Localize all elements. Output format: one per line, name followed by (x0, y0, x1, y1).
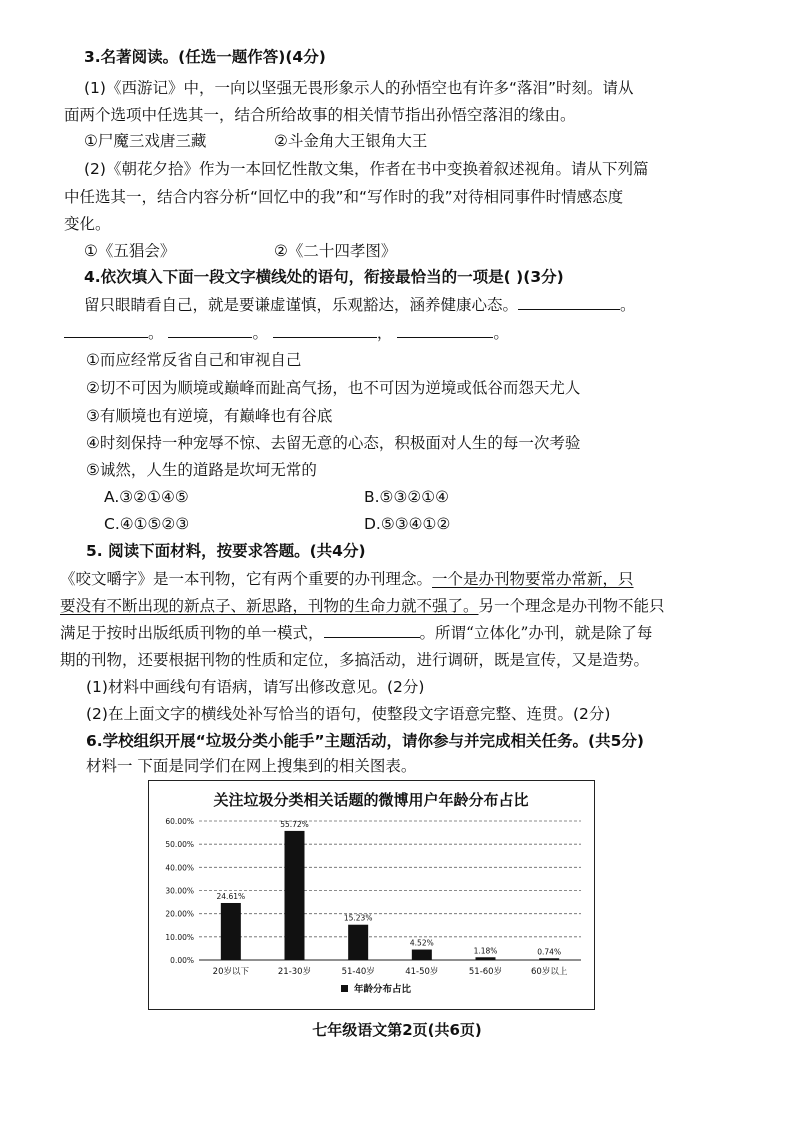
x-tick-label: 51-40岁 (341, 967, 375, 977)
q4-sentence-4: ④时刻保持一种宠辱不惊、去留无意的心态，积极面对人生的每一次考验 (86, 434, 581, 452)
q4-sentence-2: ②切不可因为顺境或巅峰而趾高气扬，也不可因为逆境或低谷而怨天尤人 (86, 379, 581, 397)
y-tick-label: 0.00% (170, 956, 194, 965)
age-distribution-chart (148, 780, 595, 1010)
data-label: 1.18% (473, 946, 498, 956)
q5-material-line4: 期的刊物，还要根据刊物的性质和定位，多搞活动，进行调研，既是宣传，又是造势。 (60, 651, 650, 669)
x-tick-label: 20岁以下 (212, 967, 249, 977)
y-tick-label: 60.00% (165, 817, 194, 826)
q3-part1-option1: ①尸魔三戏唐三藏 (84, 132, 207, 150)
answer-blank[interactable] (273, 323, 377, 338)
q5-underlined-sentence: 一个是办刊物要常办常新，只 (432, 570, 634, 588)
legend-swatch (341, 985, 348, 992)
bar (539, 958, 559, 960)
data-label: 24.61% (216, 891, 246, 901)
bar (285, 831, 305, 960)
x-tick-label: 21-30岁 (277, 967, 312, 977)
q5-material-text: 另一个理念是办刊物不能只 (478, 597, 665, 615)
q5-underlined-sentence: 要没有不断出现的新点子、新思路，刊物的生命力就不强了。 (60, 597, 479, 615)
bar (221, 903, 241, 960)
q5-material-text: 满足于按时出版纸质刊物的单一模式， (60, 624, 324, 642)
x-tick-label: 41-50岁 (405, 967, 439, 977)
y-tick-label: 30.00% (165, 886, 194, 896)
data-label: 15.23% (343, 913, 373, 923)
q4-blanks-line: 。 。 ， 。 (64, 322, 509, 344)
q3-part1-line2: 面两个选项中任选其一，结合所给故事的相关情节指出孙悟空落泪的缘由。 (64, 106, 576, 124)
bar (348, 925, 368, 960)
chart-title: 关注垃圾分类相关话题的微博用户年龄分布占比 (213, 791, 529, 809)
answer-blank[interactable] (518, 295, 620, 310)
answer-blank[interactable] (168, 323, 252, 338)
q6-material-intro: 材料一 下面是同学们在网上搜集到的相关图表。 (86, 757, 417, 775)
y-tick-label: 50.00% (165, 840, 194, 850)
q4-stem: 留只眼睛看自己，就是要谦虚谨慎，乐观豁达，涵养健康心态。 (84, 296, 519, 314)
q4-sentence-3: ③有顺境也有逆境，有巅峰也有谷底 (86, 407, 333, 425)
q4-sentence-1: ①而应经常反省自己和审视自己 (86, 351, 302, 369)
answer-blank[interactable] (64, 323, 148, 338)
page-footer: 七年级语文第2页(共6页) (312, 1021, 482, 1039)
q3-part1-option2: ②斗金角大王银角大王 (274, 132, 428, 150)
q3-part2-option1: ①《五猖会》 (84, 242, 176, 260)
answer-blank[interactable] (324, 623, 420, 638)
q4-stem-end: 。 (620, 296, 636, 314)
legend-label: 年龄分布占比 (354, 984, 412, 995)
q3-part1-line1: (1)《西游记》中，一向以坚强无畏形象示人的孙悟空也有许多“落泪”时刻。请从 (84, 79, 634, 97)
bar (476, 957, 496, 960)
q6-header: 6.学校组织开展“垃圾分类小能手”主题活动，请你参与并完成相关任务。(共5分) (86, 732, 645, 750)
q4-option-a: A.③②①④⑤ (104, 488, 189, 506)
q3-part2-line1: (2)《朝花夕拾》作为一本回忆性散文集，作者在书中变换着叙述视角。请从下列篇 (84, 160, 649, 178)
q3-part2-line2: 中任选其一，结合内容分析“回忆中的我”和“写作时的我”对待相同事件时情感态度 (64, 188, 624, 206)
q5-material-line1 (60, 568, 634, 590)
chart-svg (149, 781, 594, 1009)
answer-blank[interactable] (397, 323, 493, 338)
x-tick-label: 60岁以上 (531, 967, 568, 977)
q3-part2-line3: 变化。 (64, 215, 111, 233)
q5-material-text: 《咬文嚼字》是一本刊物，它有两个重要的办刊理念。 (60, 570, 433, 588)
q5-material-line3 (60, 622, 652, 644)
q4-header: 4.依次填入下面一段文字横线处的语句，衔接最恰当的一项是( )(3分) (84, 268, 564, 286)
q3-header: 3.名著阅读。(任选一题作答)(4分) (84, 48, 326, 66)
q5-material-line2 (60, 595, 665, 617)
data-label: 0.74% (537, 947, 562, 957)
x-tick-label: 51-60岁 (468, 967, 503, 977)
q4-option-d: D.⑤③④①② (364, 515, 451, 533)
q4-option-b: B.⑤③②①④ (364, 488, 450, 506)
data-label: 55.72% (280, 819, 309, 829)
q4-sentence-5: ⑤诚然，人生的道路是坎坷无常的 (86, 461, 317, 479)
data-label: 4.52% (409, 938, 434, 948)
y-tick-label: 10.00% (165, 932, 194, 942)
q5-material-text: 。所谓“立体化”办刊，就是除了每 (419, 624, 653, 642)
y-tick-label: 40.00% (165, 863, 194, 873)
y-tick-label: 20.00% (165, 909, 194, 919)
q4-stem-line (84, 294, 636, 316)
q5-subquestion-2: (2)在上面文字的横线处补写恰当的语句，使整段文字语意完整、连贯。(2分) (86, 705, 611, 723)
q5-subquestion-1: (1)材料中画线句有语病，请写出修改意见。(2分) (86, 678, 425, 696)
q5-header: 5. 阅读下面材料，按要求答题。(共4分) (86, 542, 366, 560)
q4-option-c: C.④①⑤②③ (104, 515, 190, 533)
bar (412, 950, 432, 960)
q3-part2-option2: ②《二十四孝图》 (274, 242, 397, 260)
